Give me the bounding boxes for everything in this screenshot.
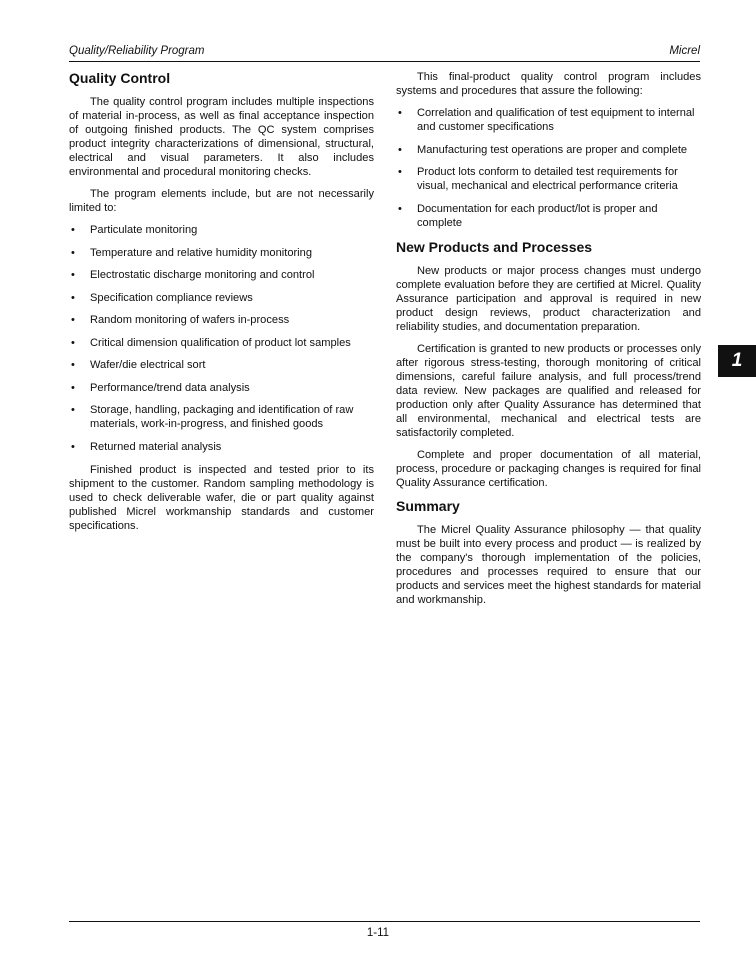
list-item: • Specification compliance reviews bbox=[69, 291, 374, 305]
summary-heading: Summary bbox=[396, 497, 460, 514]
summary-paragraph: The Micrel Quality Assurance philosophy — that quality must be built into every process and product — is realized by the company's thorough implementation of the policies, procedures and processes required to ensure that our products and services meet the highest standards for material and workmanship. bbox=[396, 523, 701, 606]
new-products-paragraph-1: New products or major process changes must undergo complete evaluation before they are certified at Micrel. Quality Assurance participation and approval is required in new product design reviews, product characterization and reliability studies, and documentation preparation. bbox=[396, 264, 701, 333]
list-item: • Manufacturing test operations are proper and complete bbox=[396, 143, 701, 157]
list-item: • Product lots conform to detailed test requirements for visual, mechanical and electrical performance criteria bbox=[396, 165, 701, 193]
finished-product-paragraph: Finished product is inspected and tested prior to its shipment to the customer. Random sampling methodology is used to check deliverable wafer, die or part quality against published Micrel workmanship standards and customer specifications. bbox=[69, 463, 374, 532]
list-item: • Correlation and qualification of test equipment to internal and customer specifications bbox=[396, 106, 701, 134]
list-item: • Temperature and relative humidity monitoring bbox=[69, 246, 374, 260]
list-item: • Critical dimension qualification of product lot samples bbox=[69, 336, 374, 350]
new-products-paragraph-3: Complete and proper documentation of all material, process, procedure or packaging changes is required for final Quality Assurance certification. bbox=[396, 448, 701, 489]
section-tab: 1 bbox=[718, 345, 756, 377]
footer-rule bbox=[69, 921, 700, 922]
page-number: 1-11 bbox=[366, 927, 390, 939]
list-item: • Returned material analysis bbox=[69, 440, 374, 454]
list-item: • Wafer/die electrical sort bbox=[69, 358, 374, 372]
new-products-paragraph-2: Certification is granted to new products or processes only after rigorous stress-testing, thorough monitoring of critical dimensions, careful failure analysis, and full process/trend data review. New packages are qualified and released for production only after Quality Assurance has determined that all environmental, mechanical and electrical tests are satisfactorily completed. bbox=[396, 342, 701, 439]
assurance-list bbox=[396, 106, 701, 230]
list-item: • Documentation for each product/lot is proper and complete bbox=[396, 202, 701, 230]
list-item: • Performance/trend data analysis bbox=[69, 381, 374, 395]
new-products-heading: New Products and Processes bbox=[396, 238, 593, 255]
quality-control-heading: Quality Control bbox=[69, 70, 171, 86]
left-column bbox=[69, 70, 374, 541]
running-header bbox=[69, 45, 700, 62]
list-item: • Random monitoring of wafers in-process bbox=[69, 313, 374, 327]
list-item: • Particulate monitoring bbox=[69, 223, 374, 237]
right-column bbox=[396, 70, 701, 615]
final-product-intro: This final-product quality control program includes systems and procedures that assure the following: bbox=[396, 71, 701, 97]
program-elements-intro: The program elements include, but are not necessarily limited to: bbox=[69, 188, 374, 214]
qc-intro-paragraph: The quality control program includes multiple inspections of material in-process, as well as final acceptance inspection of outgoing finished products. The QC system comprises product integrity characterizations of dimensional, structural, electrical and visual parameters. It also includes environmental and procedural monitoring checks. bbox=[69, 96, 374, 178]
header-title: Quality/Reliability Program bbox=[69, 45, 205, 57]
list-item: • Electrostatic discharge monitoring and control bbox=[69, 268, 374, 282]
list-item: • Storage, handling, packaging and identification of raw materials, work-in-progress, and finished goods bbox=[69, 403, 374, 431]
program-elements-list bbox=[69, 223, 374, 454]
header-company: Micrel bbox=[669, 45, 700, 57]
